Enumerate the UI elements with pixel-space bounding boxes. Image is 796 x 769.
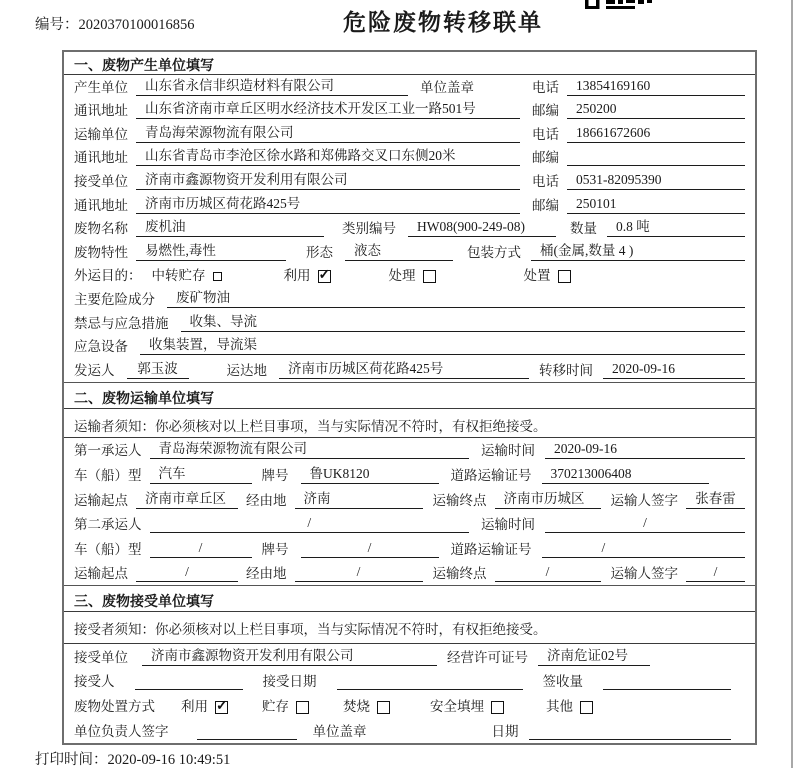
field-label: 发运人 bbox=[74, 362, 115, 378]
field-value: 青岛海荣源物流有限公司 bbox=[136, 121, 520, 143]
row-outbound-purpose bbox=[64, 264, 755, 288]
field-label: 运输时间 bbox=[481, 517, 535, 533]
field-value: 2020-09-16 bbox=[545, 441, 745, 459]
field-value: 250200 bbox=[567, 101, 745, 119]
field-label: 运输人签字 bbox=[610, 492, 678, 508]
field-label: 应急设备 bbox=[74, 339, 128, 355]
field-label: 产生单位 bbox=[74, 79, 128, 95]
option-utilize bbox=[181, 695, 228, 715]
checkbox-utilize bbox=[215, 701, 228, 714]
field-label: 数量 bbox=[570, 221, 597, 237]
option-transfer-storage bbox=[152, 264, 222, 284]
row-transport-route-2 bbox=[64, 561, 755, 586]
field-value: 济南 bbox=[295, 487, 423, 509]
row-receiver-address bbox=[64, 193, 755, 217]
field-value-blank bbox=[135, 688, 243, 690]
field-value-blank bbox=[603, 688, 731, 690]
field-value-blank bbox=[337, 688, 523, 690]
field-value: 250101 bbox=[567, 196, 745, 214]
field-value: 郭玉波 bbox=[127, 357, 189, 379]
checkbox-transfer-storage bbox=[213, 272, 222, 281]
field-label: 运输单位 bbox=[74, 126, 128, 142]
print-timestamp bbox=[35, 748, 230, 769]
field-value: 张春雷 bbox=[686, 487, 745, 509]
field-value-slash: / bbox=[150, 515, 470, 533]
field-value-slash: / bbox=[136, 564, 238, 582]
field-value: 2020-09-16 bbox=[603, 361, 745, 379]
serial-label: 编号： bbox=[35, 17, 79, 33]
checkbox-store bbox=[296, 701, 309, 714]
field-label: 运输起点 bbox=[74, 566, 128, 582]
row-vehicle-type-2 bbox=[64, 536, 755, 561]
row-emergency-measures bbox=[64, 311, 755, 335]
field-label: 禁忌与应急措施 bbox=[74, 315, 169, 331]
row-receiving-unit bbox=[64, 644, 755, 669]
field-value: 山东省青岛市李沧区徐水路和郑佛路交叉口东侧20米 bbox=[136, 144, 520, 166]
field-value: 液态 bbox=[345, 239, 453, 261]
field-label: 经由地 bbox=[246, 566, 287, 582]
field-value: 废机油 bbox=[136, 215, 324, 237]
field-label: 主要危险成分 bbox=[74, 291, 155, 307]
page-title: 危险废物转移联单 bbox=[343, 10, 543, 35]
checkbox-label: 焚烧 bbox=[343, 699, 370, 715]
field-label: 运输人签字 bbox=[610, 566, 678, 582]
field-value: 18661672606 bbox=[567, 125, 745, 143]
print-label: 打印时间： bbox=[35, 752, 108, 768]
field-label: 转移时间 bbox=[539, 362, 593, 378]
checkbox-label: 利用 bbox=[283, 268, 311, 284]
field-label: 形态 bbox=[306, 244, 333, 260]
hazardous-waste-manifest-form bbox=[62, 50, 757, 745]
field-value-slash: / bbox=[686, 564, 745, 582]
row-second-carrier bbox=[64, 512, 755, 537]
option-dispose bbox=[524, 264, 571, 284]
field-label: 邮编 bbox=[532, 150, 559, 166]
serial-value: 2020370100016856 bbox=[78, 17, 195, 33]
field-value: 370213006408 bbox=[542, 466, 710, 484]
qr-code-fragment-icon bbox=[585, 0, 653, 10]
field-label: 运输终点 bbox=[432, 566, 487, 582]
field-label: 运输终点 bbox=[432, 492, 487, 508]
field-label: 包装方式 bbox=[467, 244, 521, 260]
checkbox-label: 利用 bbox=[181, 699, 208, 715]
field-value-slash: / bbox=[495, 564, 601, 582]
checkbox-label: 处置 bbox=[523, 268, 551, 284]
field-label: 接受日期 bbox=[262, 674, 317, 690]
field-value: 0531-82095390 bbox=[567, 172, 745, 190]
row-vehicle-type-1 bbox=[64, 462, 755, 487]
field-value-blank bbox=[567, 164, 745, 166]
field-label: 电话 bbox=[532, 173, 559, 189]
field-value: 青岛海荣源物流有限公司 bbox=[150, 437, 470, 459]
field-value: 济南危证02号 bbox=[538, 644, 650, 666]
field-value: 收集、导流 bbox=[181, 310, 746, 332]
row-receiver-unit bbox=[64, 169, 755, 193]
field-value: 0.8 吨 bbox=[607, 215, 745, 237]
checkbox-label: 贮存 bbox=[262, 699, 289, 715]
row-transport-unit bbox=[64, 122, 755, 146]
field-label: 通讯地址 bbox=[74, 103, 128, 119]
field-value-slash: / bbox=[542, 540, 746, 558]
field-value: HW08(900-249-08) bbox=[408, 219, 556, 237]
section-1-heading: 一、废物产生单位填写 bbox=[64, 52, 755, 75]
field-label: 接受单位 bbox=[74, 173, 128, 189]
checkbox-secure-landfill bbox=[491, 701, 504, 714]
field-value: 山东省永信非织造材料有限公司 bbox=[136, 74, 408, 96]
field-label: 外运目的： bbox=[74, 268, 142, 284]
row-main-hazard bbox=[64, 287, 755, 311]
checkbox-label: 中转贮存 bbox=[151, 268, 206, 284]
checkbox-treat bbox=[423, 270, 436, 283]
row-transport-route-1 bbox=[64, 487, 755, 512]
row-waste-name bbox=[64, 217, 755, 241]
field-label: 车（船）型 bbox=[74, 467, 142, 483]
field-value: 鲁UK8120 bbox=[301, 462, 439, 484]
row-receiver-person bbox=[64, 669, 755, 694]
field-label: 签收量 bbox=[542, 674, 583, 690]
field-value-blank bbox=[529, 738, 732, 740]
section-2-heading: 二、废物运输单位填写 bbox=[64, 382, 755, 409]
field-value: 济南市鑫源物资开发利用有限公司 bbox=[142, 644, 437, 666]
serial-number bbox=[35, 13, 195, 34]
field-value: 济南市章丘区 bbox=[136, 487, 238, 509]
field-value: 易燃性,毒性 bbox=[136, 239, 286, 261]
section-3-heading: 三、废物接受单位填写 bbox=[64, 585, 755, 612]
field-label: 接受人 bbox=[74, 674, 115, 690]
field-label: 运输起点 bbox=[74, 492, 128, 508]
field-label: 电话 bbox=[532, 126, 559, 142]
field-label: 道路运输证号 bbox=[450, 541, 532, 557]
field-value: 济南市历城区 bbox=[495, 487, 601, 509]
field-label: 邮编 bbox=[532, 103, 559, 119]
field-value: 收集装置，导流渠 bbox=[140, 333, 745, 355]
field-label: 通讯地址 bbox=[74, 197, 128, 213]
field-label: 牌号 bbox=[261, 541, 289, 557]
checkbox-label: 安全填埋 bbox=[430, 699, 484, 715]
option-incinerate bbox=[343, 695, 390, 715]
field-label: 第二承运人 bbox=[74, 517, 142, 533]
unit-seal-label: 单位盖章 bbox=[312, 723, 367, 739]
row-first-carrier bbox=[64, 438, 755, 463]
field-value-slash: / bbox=[545, 515, 745, 533]
field-value-slash: / bbox=[295, 564, 423, 582]
row-responsible-signature bbox=[64, 718, 755, 743]
section-3-notice: 接受者须知：你必须核对以上栏目事项，当与实际情况不符时，有权拒绝接受。 bbox=[64, 612, 755, 644]
field-label: 废物处置方式 bbox=[74, 699, 155, 715]
field-label: 牌号 bbox=[261, 467, 289, 483]
checkbox-label: 其他 bbox=[546, 699, 573, 715]
page-edge-line bbox=[791, 0, 793, 768]
field-value: 济南市历城区荷花路425号 bbox=[136, 192, 520, 214]
field-label: 类别编号 bbox=[342, 221, 396, 237]
option-secure-landfill bbox=[430, 695, 504, 715]
field-label: 日期 bbox=[491, 723, 519, 739]
option-store bbox=[262, 695, 309, 715]
field-value: 废矿物油 bbox=[167, 286, 745, 308]
row-shipper bbox=[64, 358, 755, 382]
field-label: 邮编 bbox=[532, 197, 559, 213]
field-value: 济南市历城区荷花路425号 bbox=[279, 357, 529, 379]
field-label: 废物特性 bbox=[74, 244, 128, 260]
unit-seal-label: 单位盖章 bbox=[420, 79, 474, 95]
checkbox-label: 处理 bbox=[388, 268, 416, 284]
field-label: 废物名称 bbox=[74, 221, 128, 237]
field-value: 山东省济南市章丘区明水经济技术开发区工业一路501号 bbox=[136, 97, 520, 119]
section-2-notice: 运输者须知：你必须核对以上栏目事项，当与实际情况不符时，有权拒绝接受。 bbox=[64, 409, 755, 438]
checkbox-other bbox=[580, 701, 593, 714]
field-value: 13854169160 bbox=[567, 78, 745, 96]
row-producer-address bbox=[64, 99, 755, 123]
field-label: 单位负责人签字 bbox=[74, 723, 169, 739]
field-label: 经由地 bbox=[246, 492, 287, 508]
option-utilize bbox=[284, 264, 331, 284]
option-treat bbox=[389, 264, 436, 284]
field-label: 经营许可证号 bbox=[447, 649, 528, 665]
checkbox-dispose bbox=[558, 270, 571, 283]
row-producer-unit bbox=[64, 75, 755, 99]
row-disposal-method bbox=[64, 693, 755, 718]
field-label: 通讯地址 bbox=[74, 150, 128, 166]
option-other bbox=[546, 695, 593, 715]
checkbox-incinerate bbox=[377, 701, 390, 714]
field-value-slash: / bbox=[150, 540, 252, 558]
field-value: 济南市鑫源物资开发利用有限公司 bbox=[136, 168, 520, 190]
field-value: 汽车 bbox=[150, 462, 252, 484]
print-value: 2020-09-16 10:49:51 bbox=[107, 752, 231, 768]
row-waste-characteristics bbox=[64, 240, 755, 264]
field-label: 接受单位 bbox=[74, 649, 128, 665]
field-label: 运达地 bbox=[226, 362, 267, 378]
field-label: 运输时间 bbox=[481, 443, 535, 459]
field-label: 车（船）型 bbox=[74, 541, 142, 557]
field-value-blank bbox=[197, 738, 297, 740]
checkbox-utilize bbox=[318, 270, 331, 283]
row-emergency-equipment bbox=[64, 335, 755, 359]
field-label: 道路运输证号 bbox=[450, 467, 532, 483]
field-value-slash: / bbox=[301, 540, 439, 558]
field-value: 桶(金属,数量 4 ) bbox=[531, 239, 745, 261]
row-transport-address bbox=[64, 146, 755, 170]
field-label: 电话 bbox=[532, 79, 559, 95]
field-label: 第一承运人 bbox=[74, 443, 142, 459]
